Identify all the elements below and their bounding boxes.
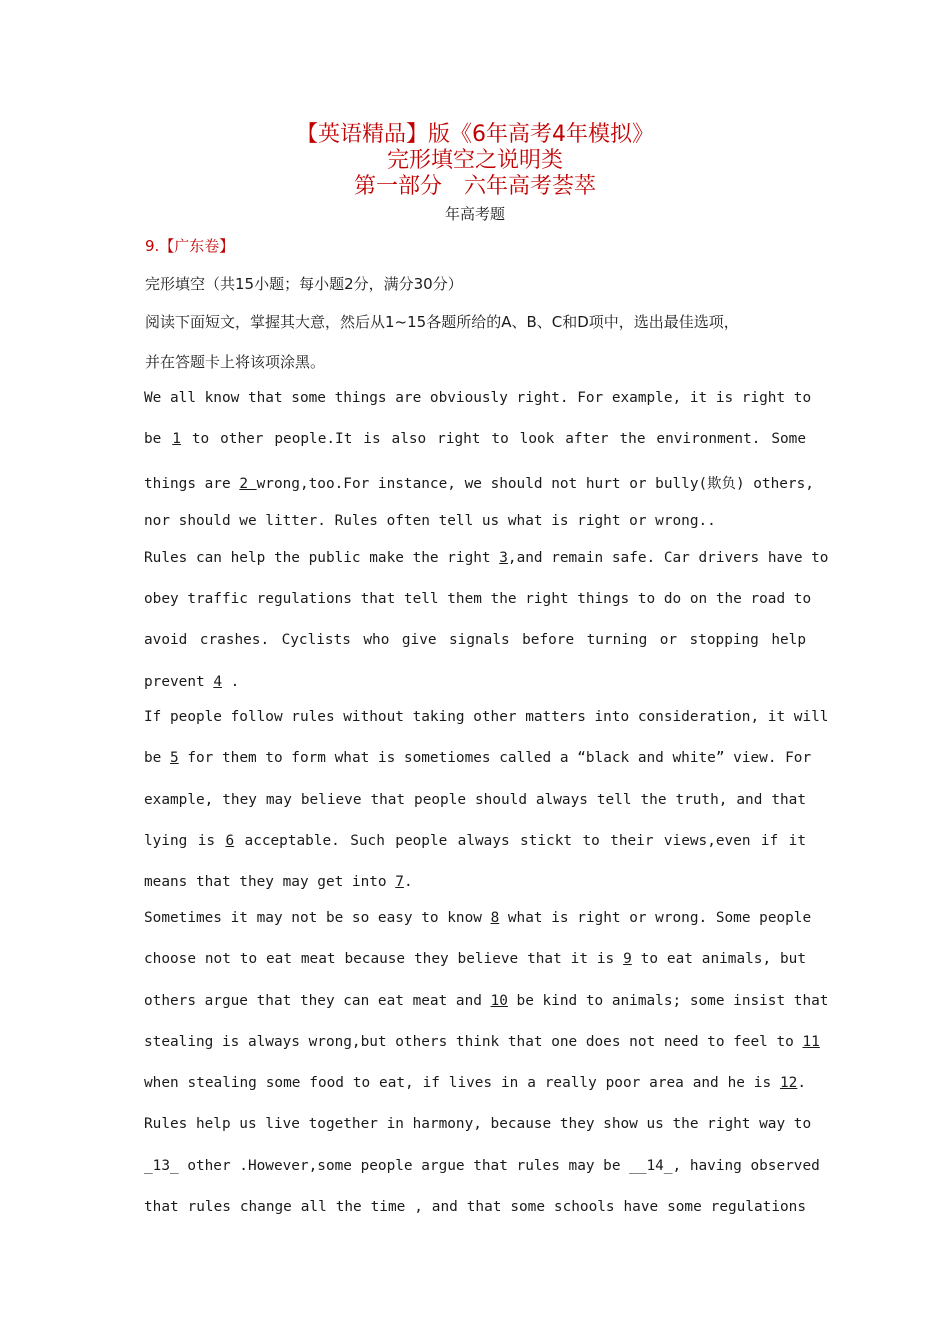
passage-line: others argue that they can eat meat and 10 be kind to animals; some insist that [144, 993, 829, 1009]
passage-line: Rules can help the public make the right 3,and remain safe. Car drivers have to [144, 550, 829, 566]
passage-line: Rules help us live together in harmony, because they show us the right way to [144, 1116, 812, 1132]
passage-line: be 5 for them to form what is sometiomes called a “black and white” view. For [144, 750, 812, 766]
passage-line: stealing is always wrong,but others think that one does not need to feel to 11 [144, 1034, 820, 1050]
passage-line: nor should we litter. Rules often tell us what is right or wrong.. [144, 513, 716, 529]
passage-line: example, they may believe that people should always tell the truth, and that [144, 792, 806, 808]
blank-11: 11 [802, 1034, 820, 1050]
passage-line: obey traffic regulations that tell them the right things to do on the road to [144, 591, 812, 607]
directions-line-1: 阅读下面短文，掌握其大意，然后从1~15各题所给的A、B、C和D项中，选出最佳选项， [145, 313, 739, 331]
question-source-tag: 9.【广东卷】 [145, 237, 235, 255]
instructions: 完形填空（共15小题；每小题2分，满分30分） [145, 275, 463, 293]
passage-line: _13_ other .However,some people argue that rules may be __14_, having observed [144, 1158, 820, 1174]
blank-8: 8 [490, 910, 500, 926]
blank-6: 6 [225, 833, 235, 849]
blank-1: 1 [172, 431, 181, 447]
blank-9: 9 [623, 951, 632, 967]
passage-line: We all know that some things are obviously right. For example, it is right to [144, 390, 812, 406]
blank-7: 7 [395, 874, 404, 890]
blank-4: 4 [213, 674, 222, 690]
passage-line: lying is 6 acceptable. Such people always stickt to their views,even if it [144, 833, 806, 849]
part-heading: 第一部分 六年高考荟萃 [353, 174, 596, 199]
passage-line: when stealing some food to eat, if lives in a really poor area and he is 12. [144, 1075, 806, 1091]
exam-year-heading: 年高考题 [444, 205, 505, 223]
passage-line: be 1 to other people.It is also right to look after the environment. Some [144, 431, 806, 447]
blank-3: 3 [499, 550, 508, 566]
passage-line: that rules change all the time , and that some schools have some regulations [144, 1199, 806, 1215]
passage-line: choose not to eat meat because they believe that it is 9 to eat animals, but [144, 951, 807, 967]
blank-10: 10 [490, 993, 508, 1009]
passage-line: prevent 4 . [144, 674, 240, 690]
passage-line: avoid crashes. Cyclists who give signals before turning or stopping help [144, 632, 806, 648]
document-title: 【英语精品】版《6年高考4年模拟》 [296, 122, 654, 147]
passage-line: If people follow rules without taking other matters into consideration, it will [144, 709, 829, 725]
passage-line: Sometimes it may not be so easy to know 8 what is right or wrong. Some people [144, 910, 812, 926]
passage-line: means that they may get into 7. [144, 874, 413, 890]
blank-12: 12 [780, 1075, 798, 1091]
directions-line-2: 并在答题卡上将该项涂黑。 [145, 353, 326, 371]
blank-5: 5 [170, 750, 179, 766]
blank-2: 2 [239, 476, 257, 492]
document-subtitle: 完形填空之说明类 [386, 148, 563, 173]
passage-line: things are 2 wrong,too.For instance, we should not hurt or bully(欺负) others, [144, 476, 814, 492]
